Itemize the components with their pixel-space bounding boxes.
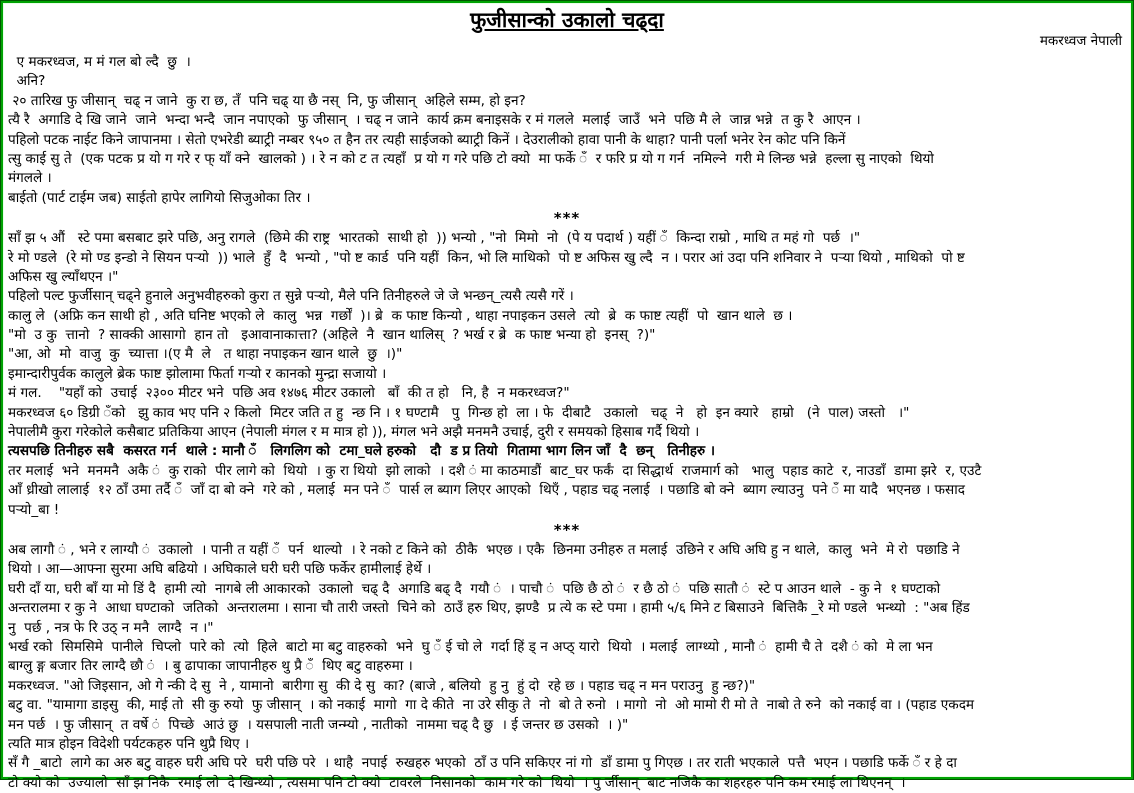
text-line: आँ ध्रीखो लालाई १२ ठाँ उमा तर्दै ँ जाँ दा बो क्ने गरे को , मलाई मन पने ँ पार्स ल ब्याग लिएर आएको थिएँ , पहाड चढ् नलाई । पछाडि बो क्ने ब्याग ल्याउनु पने ँ मा यादै भएनछ । फसाद (8, 482, 965, 499)
text-line: भर्ख रको सिमसिमे पानीले चिप्लो पारे को त्यो हिले बाटो मा बटु वाहरुको भने घु ँ ई चो ले गर्दा हिं ड् न अप्ठ् यारो थियो । मलाई लाग्थ्यो , मानौ ं हामी चै ते दशै ं को मे ला भन (8, 638, 933, 655)
text-line: मकरध्वज ६० डिग्री ँको झु काव भए पनि २ किलो मिटर जति त हु न्छ नि । १ घण्टामै पु गिन्छ हो ला । फे दीबाटै उकालो चढ् ने हो इन क्यारे हाम्रो (ने पाल) जस्तो ।" (8, 404, 910, 421)
text-line: इमान्दारीपुर्वक कालुले ब्रेक फाष्ट झोलामा फिर्ता गऱ्यो र कानको मुन्द्रा सजायो । (8, 365, 387, 382)
text-line: ए मकरध्वज, म मं गल बो ल्दै छु । (8, 54, 191, 70)
text-line: "मो उ कु त्तानो ? साक्की आसागो हान तो इआवानाकात्ता? (अहिले नै खान थालिस् ? भर्ख र ब्रे क फाष्ट भन्या हो इनस् ?)" (8, 327, 656, 344)
text-line: रे मो ण्डले (रे मो ण्ड इन्डो ने सियन पऱ्यो )) भाले हुँ दै भन्यो , "पो ष्ट कार्ड पनि यहीं किन, भो लि माथिको पो ष्ट अफिस खु ल्दै न । परार आं उदा पनि शनिवार ने पऱ्या थियो , माथिको पो ष्ट (8, 249, 965, 266)
document-title: फुजीसान्को उकालो चढ्दा (470, 8, 664, 32)
text-line: "आ, ओ मो वाजु कु च्यात्ता ।(ए मै ले त थाहा नपाइकन खान थाले छु ।)" (8, 346, 403, 363)
text-line: साँ झ ५ औं स्टे पमा बसबाट झरे पछि, अनु रागले (छिमे की राष्ट्र भारतको साथी हो )) भन्यो , "नो मिमो नो (पे य पदार्थ ) यहीं ँ किन्दा राम्रो , माथि त महं गो पर्छ ।" (8, 230, 861, 247)
text-line: पहिलो पल्ट फुर्जीसान् चढ्ने हुनाले अनुभवीहरुको कुरा त सुन्ने पऱ्यो, मैले पनि तिनीहरुले जे जे भन्छन्_त्यसै त्यसै गरें । (8, 288, 574, 305)
text-line: टो क्यो को उज्यालो साँ झ निकै रमाई लो दे खिन्थ्यो , त्यसमा पनि टो क्यो टावरले निसानको काम गरे को थियो । पु र्जीसान् बाट नजिकै का शहरहरु पनि कम रमाई ला थिएनन् । (8, 774, 906, 791)
document-body (3, 50, 1131, 793)
document-author: मकरध्वज नेपाली (1039, 33, 1122, 49)
text-line: सँ गै _बाटो लागे का अरु बटु वाहरु घरी अघि परे घरी पछि परे । थाहै नपाई रुखहरु भएको ठाँ उ पनि सकिएर नां गो डाँ डामा पु गिएछ । तर राती भएकाले पत्तै भएन । पछाडि फर्के ँ र हे दा (8, 755, 957, 772)
section-separator: *** (553, 520, 581, 539)
text-line: बाग्लु ङ्ग बजार तिर लाग्दै छौ ं । बु ढापाका जापानीहरु थु प्रै ँ थिए बटु वाहरुमा । (8, 658, 413, 675)
section-separator: *** (553, 209, 581, 228)
text-line: मन पर्छ । फु जीसान् त वर्षे ं पिच्छे आउं छु । यसपाली नाती जन्म्यो , नातीको नाममा चढ् दै छु । ई जन्तर छ उसको । )" (8, 716, 629, 733)
text-line: बाईतो (पार्ट टाईम जब) साईतो हापेर लागियो सिजुओका तिर । (8, 189, 311, 206)
text-line: नेपालीमै कुरा गरेकोले कसैबाट प्रतिकिया आएन (नेपाली मंगल र म मात्र हो )), मंगल भने अझै मनमनै उचाई, दुरी र समयको हिसाब गर्दै थियो । (8, 424, 700, 441)
text-line: पऱ्यो_बा ! (8, 501, 60, 518)
text-line: मंगलले । (8, 170, 52, 187)
text-line: घरी दाँ या, घरी बाँ या मो डिं दै हामी त्यो नागबे ली आकारको उकालो चढ् दै अगाडि बढ् दै गयौ ं । पाचौ ं पछि छै ठो ं र छै ठो ं पछि सातौ ं स्टे प आउन थाले - कु ने १ घण्टाको (8, 580, 941, 597)
text-line: त्यसपछि तिनीहरु सबै कसरत गर्न थाले : मानौ ँ लिगलिग को टमा_घले हरुको दौ ड प्र तियो गितामा भाग लिन जाँ दै छन् तिनीहरु । (8, 443, 715, 460)
text-line: त्यै रै अगाडि दे खि जाने जाने भन्दा भन्दै जान नपाएको फु जीसान् । चढ् न जाने कार्य क्रम बनाइसके र मं गलले मलाई जाउँ भने पछि मै ले जान्न भन्ने त कु रै आएन । (8, 112, 861, 129)
text-line: अन्तरालमा र कु ने आधा घण्टाको जतिको अन्तरालमा । साना चौ तारी जस्तो चिने को ठाउँ हरु थिए, झण्डै प्र त्ये क स्टे पमा । हामी ५/६ मिने ट बिसाउने बित्तिकै _रे मो ण्डले भन्थ्यो : "अब हिंड (8, 600, 970, 617)
text-line: मकरध्वज. "ओ जिइसान, ओ गे न्की दे सु ने , यामानो बारीगा सु की दे सु का? (बाजे , बलियो हु नु हुं दो रहे छ । पहाड चढ् न मन पराउनु हु न्छ?)" (8, 677, 756, 694)
text-line: पहिलो पटक नाईट किने जापानमा । सेतो एभरेडी ब्याट्री नम्बर ९५० त हैन तर त्यही साईजको ब्याट्री किनें । देउरालीको हावा पानी के थाहा? पानी पर्ला भनेर रेन कोट पनि किनें (8, 131, 846, 148)
text-line: कालु ले (अफ्रि कन साथी हो , अति घनिष्ट भएको ले कालु भन्न गर्छों )। ब्रे क फाष्ट किन्यो , थाहा नपाइकन उसले त्यो ब्रे क फाष्ट त्यहीं पो खान थाले छ । (8, 307, 793, 324)
text-line: २० तारिख फु जीसान् चढ् न जाने कु रा छ, तँ पनि चढ् या छै नस् नि, फु जीसान् अहिले सम्म, हो इन? (8, 92, 526, 109)
text-line: त्सु काई सु ते (एक पटक प्र यो ग गरे र फ् याँ क्ने खालको ) । रे न को ट त त्यहाँ प्र यो ग गरे पछि टो क्यो मा फर्के ँ र फरि प्र यो ग गर्न नमिल्ने गरी मे लिन्छ भन्ने हल्ला सु नाएको थियो (8, 150, 934, 167)
text-line: बटु वा. "यामागा डाइसु की, माई तो सी कु रुयो फु जीसान् । को नकाई मागो गा दे कीते ना उरे सीकु ते नो बो ते रुनो । मागो नो ओ मामो री मो ते नाबो ते रुने को नकाई वा । (पहाड एकदम (8, 697, 975, 714)
text-line: अनि? (8, 73, 46, 90)
text-line: मं गल. "यहाँ को उचाई २३०० मीटर भने पछि अव १४७६ मीटर उकालो बाँ की त हो नि, है न मकरध्वज?" (8, 385, 570, 402)
text-line: त्यति मात्र होइन विदेशी पर्यटकहरु पनि थुप्रै थिए । (8, 735, 250, 752)
text-line: थियो । आ—आफ्ना सुरमा अघि बढियो । अघिकाले घरी घरी पछि फर्केर हामीलाई हेर्थे । (8, 561, 432, 578)
text-line: नु पर्छ , नत्र फे रि उठ् न मनै लाग्दै न ।" (8, 619, 214, 636)
text-line: अफिस खु ल्याँथएन ।" (8, 268, 119, 285)
text-line: अब लागौ ं , भने र लाग्यौ ं उकालो । पानी त यहीं ँ पर्न थाल्यो । रे नको ट किने को ठीकै भएछ । एकै छिनमा उनीहरु त मलाई उछिने र अघि अघि हु न थाले, कालु भने मे रो पछाडि ने (8, 541, 960, 558)
text-line: तर मलाई भने मनमनै अकै ं कु राको पीर लागे को थियो । कु रा थियो झो लाको । दशै ं मा काठमाडौं बाट_घर फर्कं दा सिद्धार्थ राजमार्ग को भालु पहाड काटे र, नाउडाँ डामा झरे र, एउटै (8, 462, 982, 479)
